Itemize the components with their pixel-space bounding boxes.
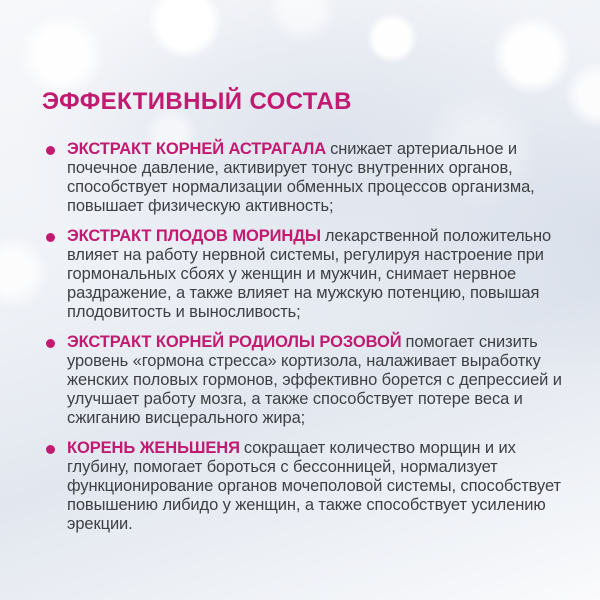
list-item	[42, 439, 574, 534]
ingredient-text	[67, 140, 574, 216]
bullet-icon	[46, 445, 55, 454]
ingredient-text	[67, 333, 574, 428]
ingredient-name: КОРЕНЬ ЖЕНЬШЕНЯ	[67, 439, 240, 457]
ingredient-description: снижает артериальное и почечное давление, активирует тонус внутренних органов, способствует нормализации обменных процессов организма, повышает физическую активность;	[67, 140, 535, 215]
ingredient-text	[67, 227, 574, 322]
bullet-icon	[46, 146, 55, 155]
ingredient-text	[67, 439, 574, 534]
ingredient-list	[42, 140, 574, 534]
bullet-icon	[46, 339, 55, 348]
bullet-icon	[46, 233, 55, 242]
page-title: ЭФФЕКТИВНЫЙ СОСТАВ	[42, 88, 352, 115]
ingredient-name: ЭКСТРАКТ КОРНЕЙ РОДИОЛЫ РОЗОВОЙ	[67, 333, 402, 351]
list-item	[42, 333, 574, 428]
ingredient-description: помогает снизить уровень «гормона стресса» кортизола, налаживает выработку женских половых гормонов, эффективно борется с депрессией и улучшает работу мозга, а также способствует потере веса и сжиганию висцерального жира;	[67, 333, 562, 427]
ingredient-description: лекарственной положительно влияет на работу нервной системы, регулируя настроение при гормональных сбоях у женщин и мужчин, снимает нервное раздражение, а также влияет на мужскую потенцию, повышая плодовитость и выносливость;	[67, 227, 552, 321]
list-item	[42, 140, 574, 216]
ingredient-name: ЭКСТРАКТ КОРНЕЙ АСТРАГАЛА	[67, 140, 327, 158]
ingredient-description: сокращает количество морщин и их глубину, помогает бороться с бессонницей, нормализует функционирование органов мочеполовой системы, способствует повышению либидо у женщин, а также способствует усилению эрекции.	[67, 439, 561, 533]
list-item	[42, 227, 574, 322]
ingredient-name: ЭКСТРАКТ ПЛОДОВ МОРИНДЫ	[67, 227, 321, 245]
info-card	[42, 88, 574, 545]
